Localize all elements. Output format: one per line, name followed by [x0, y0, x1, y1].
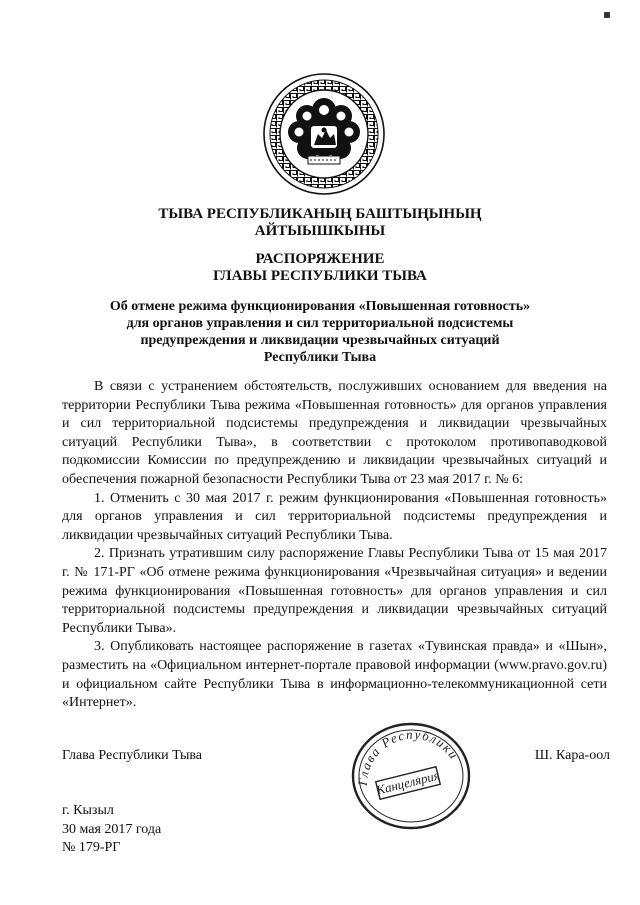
- signatory-position: Глава Республики Тыва: [62, 748, 203, 763]
- issue-place: г. Кызыл: [62, 803, 114, 818]
- order-item-3: 3. Опубликовать настоящее распоряжение в газетах «Тувинская правда» и «Шын», разместить на «Официальном интернет-портале правовой информации (www.pravo.gov.ru) и официальном сайте Республики Тыва в информационно-телекоммуникационной сети «Интернет».: [62, 639, 607, 711]
- document-body: [62, 378, 607, 713]
- order-item-1: 1. Отменить с 30 мая 2017 г. режим функционирования «Повышенная готовность» для органов управления и сил территориальной подсистемы предупреждения и ликвидации чрезвычайных ситуаций Республики Тыва.: [62, 490, 607, 543]
- seal-inner-text: Канцелярия: [374, 767, 442, 798]
- scan-mark: [604, 12, 610, 18]
- official-seal-stamp: [345, 716, 477, 832]
- tuva-coat-of-arms-icon: [262, 72, 386, 196]
- document-type-line2: ГЛАВЫ РЕСПУБЛИКИ ТЫВА: [213, 268, 427, 284]
- preamble-paragraph: В связи с устранением обстоятельств, послуживших основанием для введения на территории Республики Тыва режима «Повышенная готовность» для органов управления и сил территориальной подсистемы предупреждения и ликвидации чрезвычайных ситуаций Республики Тыва», в соответствии с протоколом противопаводковой подкомиссии Комиссии по предупреждению и ликвидации чрезвычайных ситуаций и обеспечения пожарной безопасности Республики Тыва от 23 мая 2017 г. № 6:: [62, 379, 607, 487]
- document-type-line1: РАСПОРЯЖЕНИЕ: [255, 251, 385, 267]
- issuer-title-line2: АЙТЫЫШКЫНЫ: [254, 223, 386, 239]
- seal-outer-text: Глава Республики: [354, 726, 463, 787]
- issuer-title: [0, 206, 640, 240]
- document-number: № 179-РГ: [62, 840, 121, 855]
- subject-line3: предупреждения и ликвидации чрезвычайных ситуаций: [140, 333, 500, 348]
- issuer-title-line1: ТЫВА РЕСПУБЛИКАНЫҢ БАШТЫҢЫНЫҢ: [158, 206, 482, 222]
- signatory-name: Ш. Кара-оол: [534, 748, 610, 763]
- subject-line2: для органов управления и сил территориальной подсистемы: [126, 316, 514, 331]
- document-subject: [0, 298, 640, 366]
- document-footer: [62, 802, 161, 858]
- subject-line4: Республики Тыва: [263, 350, 377, 365]
- document-type: [0, 251, 640, 285]
- order-item-2: 2. Признать утратившим силу распоряжение Главы Республики Тыва от 15 мая 2017 г. № 171-РГ «Об отмене режима функционирования «Чрезвычайная ситуация» и ведении режима функционирования «Повышенная готовность» для органов управления и сил территориальной подсистемы предупреждения и ликвидации чрезвычайных ситуаций Республики Тыва».: [62, 546, 607, 636]
- subject-line1: Об отмене режима функционирования «Повышенная готовность»: [109, 299, 531, 314]
- issue-date: 30 мая 2017 года: [62, 821, 162, 837]
